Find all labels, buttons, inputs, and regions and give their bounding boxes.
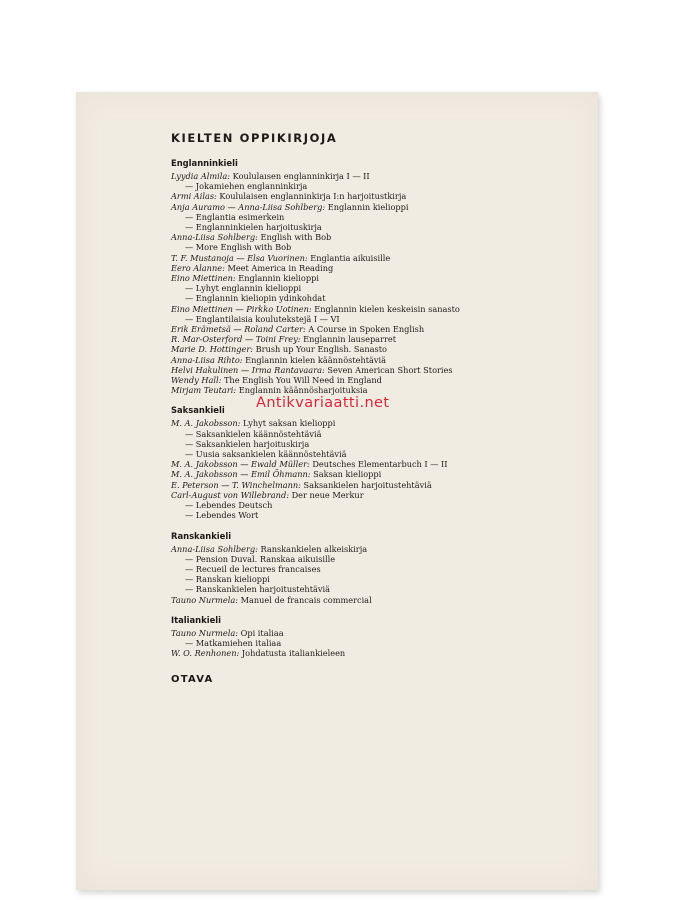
book-entry — [171, 171, 571, 181]
entry-title: — Ranskan kielioppi — [185, 574, 270, 585]
entry-title: — Matkamiehen italiaa — [185, 637, 282, 648]
entry-title: Lyhyt saksan kielioppi — [242, 418, 336, 429]
entry-title: Seven American Short Stories — [327, 364, 453, 375]
book-entry — [171, 304, 571, 314]
entry-author: Carl-August von Willebrand: — [171, 489, 289, 500]
book-entry — [171, 385, 571, 395]
entry-title: — Englanninkielen harjoituskirja — [185, 222, 322, 233]
entry-title: English with Bob — [260, 232, 332, 243]
entry-title: Saksankielen harjoitustehtäviä — [303, 479, 432, 490]
entry-title: Saksan kielioppi — [313, 469, 382, 480]
entry-title: Englannin kielioppi — [327, 201, 409, 212]
book-entry — [171, 595, 571, 605]
book-entry — [171, 263, 571, 273]
book-entry-sub — [171, 283, 571, 293]
entry-title: Manuel de francais commercial — [240, 594, 372, 605]
publisher-name: OTAVA — [171, 674, 214, 686]
entry-author: Erik Erämetsä — Roland Carter: — [171, 324, 306, 335]
entry-title: The English You Will Need in England — [223, 375, 382, 386]
section-italiankieli — [171, 614, 571, 659]
book-entry-sub — [171, 314, 571, 324]
entry-title: Johdatusta italiankieleen — [241, 648, 346, 659]
entry-title: Koululaısen englanninkirja I — II — [232, 171, 370, 181]
entry-author: Lyydia Almila: — [171, 171, 231, 181]
book-entry-sub — [171, 638, 571, 648]
book-entry — [171, 418, 571, 428]
entry-author: T. F. Mustanoja — Elsa Vuorinen: — [171, 252, 308, 263]
book-entry-sub — [171, 439, 571, 449]
watermark-text: Antikvariaatti.net — [256, 395, 390, 411]
entry-author: Wendy Hall: — [171, 375, 222, 386]
book-entry-sub — [171, 429, 571, 439]
entry-author: M. A. Jakobsson — Emil Öhmann: — [171, 469, 311, 480]
book-entry — [171, 544, 571, 554]
entry-title: Englannin käännösharjoituksia — [238, 385, 368, 396]
book-entry-sub — [171, 293, 571, 303]
entry-author: Anna-Liisa Sohlberg: — [171, 543, 258, 554]
entry-title: — Ranskankielen harjoitustehtäviä — [185, 584, 331, 595]
entry-title: Meet America in Reading — [227, 262, 334, 273]
entry-title: Opi italiaa — [240, 627, 284, 638]
section-heading: Saksankieli — [171, 405, 225, 416]
book-entry — [171, 334, 571, 344]
book-entry-sub — [171, 222, 571, 232]
book-entry — [171, 253, 571, 263]
book-entry — [171, 273, 571, 283]
entry-author: Mirjam Teutari: — [171, 385, 237, 396]
book-back-cover — [76, 92, 598, 890]
section-ranskankieli — [171, 530, 571, 605]
section-heading: Englanninkieli — [171, 158, 238, 168]
catalog-title: KIELTEN OPPIKIRJOJA — [171, 131, 338, 145]
section-saksankieli — [171, 404, 571, 520]
book-entry-sub — [171, 181, 571, 191]
book-entry — [171, 490, 571, 500]
entry-title: Brush up Your English. Sanasto — [255, 344, 387, 355]
entry-author: Armi Ailas: — [171, 191, 217, 202]
entry-author: E. Peterson — T. Winchelmann: — [171, 479, 301, 490]
book-entry — [171, 469, 571, 479]
book-entry — [171, 355, 571, 365]
entry-title: — Uusia saksankielen käännöstehtäviä — [185, 449, 347, 460]
entry-title: Ranskankielen alkeiskirja — [260, 543, 368, 554]
book-entry — [171, 202, 571, 212]
entry-title: — Lyhyt englannin kielioppi — [185, 283, 302, 294]
entry-title: Deutsches Elementarbuch I — II — [312, 459, 448, 470]
entry-title: — Lebendes Wort — [185, 510, 259, 521]
entry-title: Englannin lauseparret — [303, 334, 397, 345]
book-entry — [171, 365, 571, 375]
entry-title: — Saksankielen käännöstehtäviä — [185, 428, 322, 439]
entry-title: — Lebendes Deutsch — [185, 500, 273, 511]
entry-title: Der neue Merkur — [291, 489, 364, 500]
entry-title: — Pension Duval. Ranskaa aikuisille — [185, 553, 336, 564]
entry-title: — Jokamiehen englanninkirja — [185, 181, 308, 192]
entry-title: Englannin kielen käännöstehtäviä — [245, 354, 387, 365]
entry-title: Englantia aikuisille — [310, 252, 391, 263]
entry-author: M. A. Jakobsson: — [171, 418, 241, 429]
entry-title: Englannin kielen keskeisin sanasto — [314, 303, 460, 314]
book-entry — [171, 191, 571, 201]
entry-author: Anna-Liisa Sohlberg: — [171, 232, 258, 243]
entry-author: Eero Alanne: — [171, 262, 225, 273]
book-entry — [171, 324, 571, 334]
entry-title: — Saksankielen harjoituskirja — [185, 438, 310, 449]
book-entry-sub — [171, 564, 571, 574]
entry-title: — Englannin kieliopin ydinkohdat — [185, 293, 326, 304]
entry-title: — Englantilaisia koulutekstejä I — VI — [185, 313, 340, 324]
entry-author: Tauno Nurmela: — [171, 627, 239, 638]
entry-title: Koululaisen englanninkirja I:n harjoitustkirja — [219, 191, 407, 202]
entry-author: W. O. Renhonen: — [171, 648, 240, 659]
entry-author: Tauno Nurmela: — [171, 594, 239, 605]
entry-author: M. A. Jakobsson — Ewald Müller: — [171, 459, 310, 470]
entry-author: Helvi Hakulinen — Irma Rantavaara: — [171, 364, 325, 375]
entry-author: R. Mar-Osterford — Toini Frey: — [171, 334, 301, 345]
book-entry-sub — [171, 574, 571, 584]
book-entry-sub — [171, 212, 571, 222]
book-entry-sub — [171, 500, 571, 510]
book-entry — [171, 459, 571, 469]
entry-author: Marie D. Hottinger: — [171, 344, 254, 355]
entry-title: — Englantia esimerkein — [185, 211, 285, 222]
section-heading: Italiankieli — [171, 614, 221, 625]
book-entry — [171, 232, 571, 242]
book-entry — [171, 648, 571, 658]
entry-author: Anna-Liisa Rihto: — [171, 354, 243, 365]
entry-title: — More English with Bob — [185, 242, 292, 253]
book-entry — [171, 480, 571, 490]
book-entry — [171, 344, 571, 354]
section-englanninkieli — [171, 157, 571, 395]
book-entry-sub — [171, 554, 571, 564]
book-entry — [171, 375, 571, 385]
book-entry-sub — [171, 449, 571, 459]
entry-author: Eino Miettinen: — [171, 273, 236, 284]
entry-author: Eino Miettinen — Pirkko Uotinen: — [171, 303, 312, 314]
entry-title: A Course in Spoken English — [308, 324, 425, 335]
book-entry-sub — [171, 242, 571, 252]
book-entry — [171, 628, 571, 638]
book-entry-sub — [171, 584, 571, 594]
book-entry-sub — [171, 510, 571, 520]
entry-title: Englannin kielioppi — [238, 273, 319, 284]
entry-title: — Recueil de lectures francaises — [185, 563, 321, 574]
section-heading: Ranskankieli — [171, 530, 232, 541]
entry-author: Anja Auramo — Anna-Liisa Sohlberg: — [171, 201, 326, 212]
